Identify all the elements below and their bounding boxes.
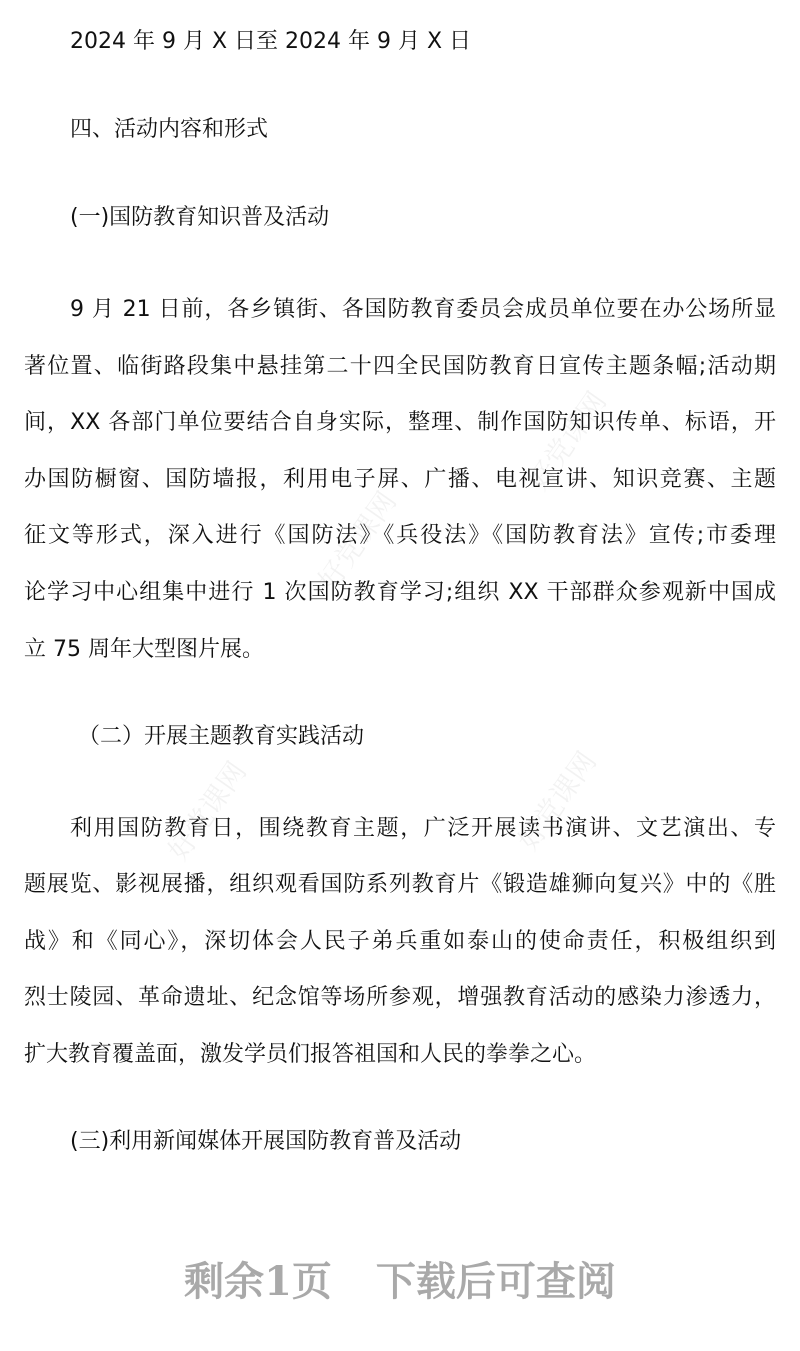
paragraph-2-line: 题展览、影视展播，组织观看国防系列教育片《锻造雄狮向复兴》中的《胜 <box>24 872 776 897</box>
watermark: 好党课网 <box>511 745 603 857</box>
watermark: 好党课网 <box>311 485 403 597</box>
subsection-heading-2: （二）开展主题教育实践活动 <box>78 724 365 749</box>
remaining-pages-label: 剩余1页 <box>184 1258 332 1305</box>
watermark: 好党课网 <box>161 755 253 867</box>
subsection-heading-1: (一)国防教育知识普及活动 <box>70 205 330 230</box>
paragraph-2-line: 利用国防教育日，围绕教育主题，广泛开展读书演讲、文艺演出、专 <box>70 816 776 841</box>
paragraph-1-line: 论学习中心组集中进行 1 次国防教育学习;组织 XX 干部群众参观新中国成 <box>24 580 776 605</box>
date-range: 2024 年 9 月 X 日至 2024 年 9 月 X 日 <box>70 29 472 54</box>
download-prompt[interactable] <box>0 1250 800 1307</box>
paragraph-1-line: 9 月 21 日前，各乡镇街、各国防教育委员会成员单位要在办公场所显 <box>70 297 776 322</box>
watermark: 好党课网 <box>521 385 613 497</box>
paragraph-2-line: 扩大教育覆盖面，激发学员们报答祖国和人民的拳拳之心。 <box>24 1042 597 1067</box>
paragraph-1-line: 办国防橱窗、国防墙报，利用电子屏、广播、电视宣讲、知识竞赛、主题 <box>24 467 776 492</box>
paragraph-1-line: 立 75 周年大型图片展。 <box>24 637 264 662</box>
paragraph-1-line: 著位置、临街路段集中悬挂第二十四全民国防教育日宣传主题条幅;活动期 <box>24 354 776 379</box>
subsection-heading-3: (三)利用新闻媒体开展国防教育普及活动 <box>70 1129 462 1154</box>
paragraph-2-line: 战》和《同心》，深切体会人民子弟兵重如泰山的使命责任，积极组织到 <box>24 929 776 954</box>
section-heading-4: 四、活动内容和形式 <box>70 117 269 142</box>
paragraph-2-line: 烈士陵园、革命遗址、纪念馆等场所参观，增强教育活动的感染力渗透力， <box>24 985 776 1010</box>
paragraph-1-line: 征文等形式，深入进行《国防法》《兵役法》《国防教育法》宣传;市委理 <box>24 523 776 548</box>
paragraph-1-line: 间，XX 各部门单位要结合自身实际，整理、制作国防知识传单、标语，开 <box>24 410 776 435</box>
download-to-view-label[interactable]: 下载后可查阅 <box>375 1258 616 1305</box>
